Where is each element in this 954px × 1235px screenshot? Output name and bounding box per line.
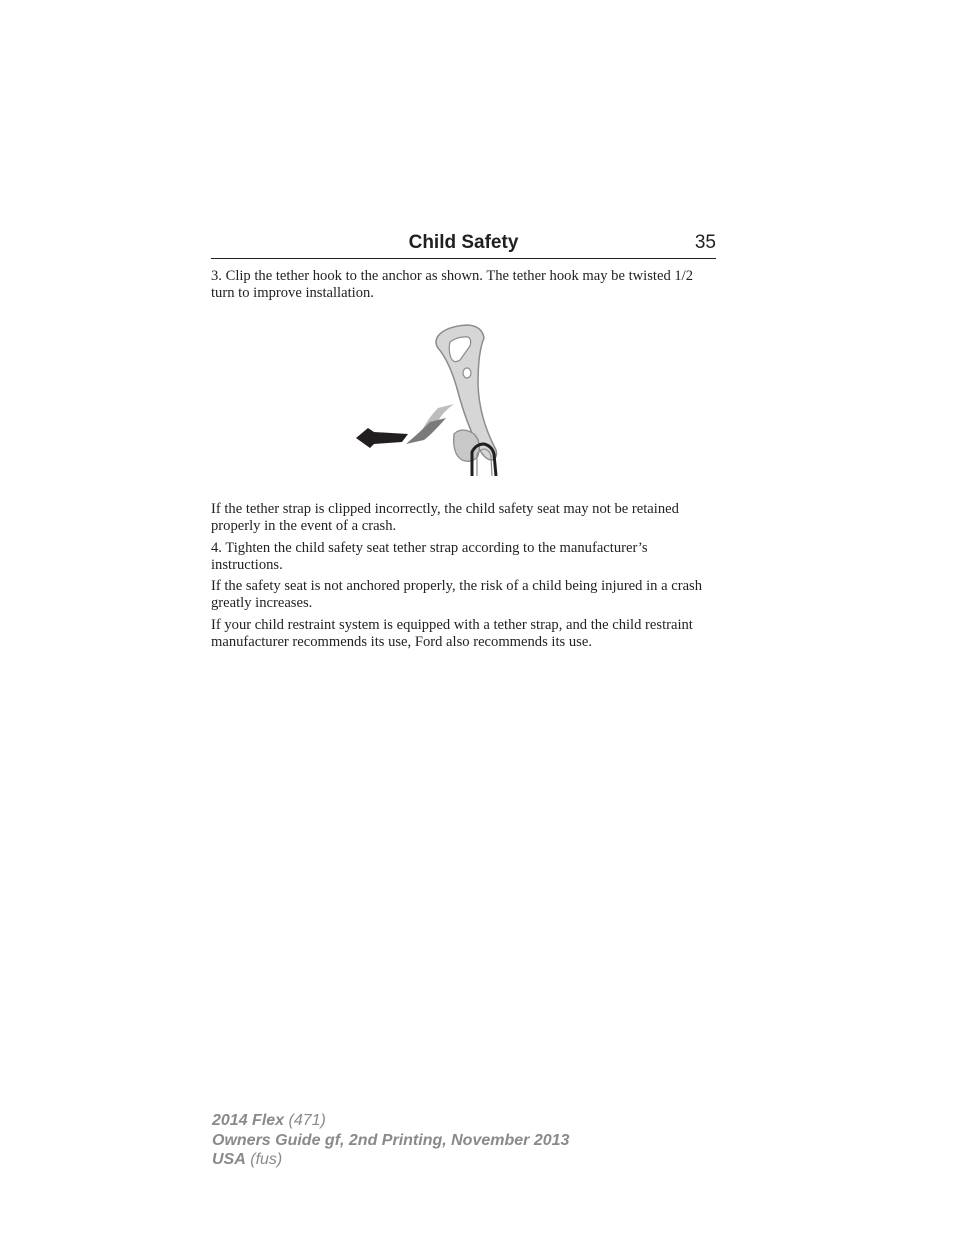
page-header <box>211 228 716 259</box>
footer-model-line <box>212 1111 569 1131</box>
footer-region: USA <box>212 1151 246 1168</box>
incorrect-clip-note: If the tether strap is clipped incorrectly, the child safety seat may not be retained properly in the event of a crash. <box>211 501 679 534</box>
anchor-warning-text: If the safety seat is not anchored properly, the risk of a child being injured in a crash greatly increases. <box>211 578 703 611</box>
footer-model: 2014 Flex <box>212 1112 285 1129</box>
step-4-text: 4. Tighten the child safety seat tether strap according to the manufacturer’s instructions. <box>211 540 648 573</box>
hook-small-hole <box>463 368 471 378</box>
tether-recommendation-text: If your child restraint system is equipped with a tether strap, and the child restraint manufacturer recommends its use, Ford also recommends its use. <box>211 617 693 650</box>
footer-region-line <box>212 1150 569 1170</box>
motion-arrow-band-mid <box>406 418 446 444</box>
footer-model-code: (471) <box>288 1112 326 1129</box>
footer-guide: Owners Guide gf, 2nd Printing, November 2013 <box>212 1131 570 1149</box>
page-footer <box>212 1111 569 1170</box>
page-number: 35 <box>694 232 716 253</box>
tether-hook-illustration <box>350 322 515 480</box>
motion-arrow-head <box>356 428 408 448</box>
footer-region-code: (fus) <box>250 1151 283 1168</box>
step-3-text: 3. Clip the tether hook to the anchor as shown. The tether hook may be twisted 1/2 turn to improve installation. <box>211 268 694 301</box>
section-title: Child Safety <box>408 232 519 253</box>
tether-hook-drawing <box>350 322 515 480</box>
